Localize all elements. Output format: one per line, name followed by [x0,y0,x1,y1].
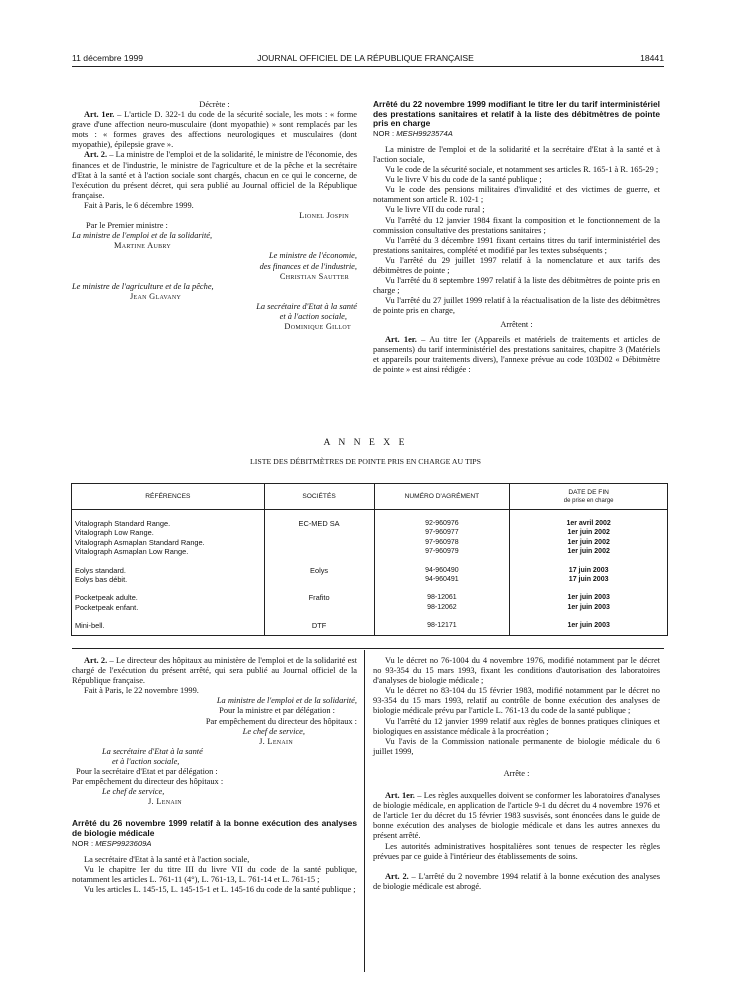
article-2-abrogation-text: Art. 2. – L'arrêté du 2 novembre 1994 relatif à la bonne exécution des analyses de biologie médicale est abrogé. [373,871,661,891]
signature-line-10: Le chef de service, [102,787,165,797]
article-2-text: Art. 2. – La ministre de l'emploi et de la solidarité, le ministre de l'économie, des finances et de l'industrie, le ministre de l'agriculture et de la pêche et la secrétaire d'Etat à la santé et à l'action sociale sont chargés, chacun en ce qui le concerne, de l'exécution du présent décret, qui sera publié au Journal officiel de la République française. [72,150,357,200]
signature-line-8: Pour la secrétaire d'Etat et par délégation : [76,767,218,777]
nor-code-2: MESP9923609A [95,838,152,848]
vu-code-pensions: Vu le code des pensions militaires d'invalidité et des victimes de guerre, et notamment son article R. 102-1 ; [373,185,660,205]
signature-line-7: et à l'action sociale, [112,756,180,766]
col-header-date-fin-line1: DATE DE FIN [568,488,609,496]
vu-articles-l145: Vu les articles L. 145-15, L. 145-15-1 et L. 145-16 du code de la santé publique ; [84,884,356,894]
vu-arrete-12-janvier-1999: Vu l'arrêté du 12 janvier 1999 relatif aux règles de bonnes pratiques cliniques et biologiques en assistance médicale à la procréation ; [373,716,660,736]
vu-decret-76-1004: Vu le décret no 76-1004 du 4 novembre 1976, modifié notamment par le décret no 93-354 du 15 mars 1993, fixant les conditions d'autorisation des laboratoires d'analyses de biologie médicale ; [373,656,660,686]
arrete-26-novembre-title: Arrêté du 26 novembre 1999 relatif à la bonne exécution des analyses de biologie médicale [72,818,357,838]
vu-chapitre-1: Vu le chapitre Ier du titre III du livre VII du code de la santé publique, notamment les articles L. 761-11 (4°), L. 761-13, L. 761-14 et L. 761-15 ; [72,864,357,884]
table-row: Mini-bell. DTF 98-12171 1er juin 2003 [72,621,668,635]
arrete-label: Arrête : [503,768,530,778]
ministre-economie-title-2: des finances et de l'industrie, [259,261,357,271]
par-premier-ministre: Par le Premier ministre : [86,221,168,231]
vu-code-securite-sociale: Vu le code de la sécurité sociale, et notamment ses articles R. 165-1 à R. 165-29 ; [385,165,659,175]
article-1-annexe-text: Art. 1er. – Au titre Ier (Appareils et matériels de traitements et articles de pansements) du tarif interministériel des prestations sanitaires, chapitre 3 (Matériels et appareils pour traitements divers), l'annexe prévue au code 103D02 « Débitmètre de pointe » est ainsi rédigée : [373,334,661,374]
annexe-title: A N N E X E [323,437,408,448]
vu-arrete-1984: Vu l'arrêté du 12 janvier 1984 fixant la composition et le fonctionnement de la commission consultative des prestations sanitaires ; [373,215,660,235]
section-divider-rule [72,648,664,649]
arretent-label: Arrêtent : [500,320,533,330]
table-row: Vitalograph Asmaplan Standard Range. 97-960978 1er juin 2002 [72,538,668,547]
signature-line-9: Par empêchement du directeur des hôpitaux : [72,777,224,787]
ministre-emploi-name: Martine Aubry [114,241,172,251]
annexe-subtitle: LISTE DES DÉBITMÈTRES DE POINTE PRIS EN CHARGE AU TIPS [250,457,481,466]
right-top-column [373,100,660,375]
table-row: Eolys standard. Eolys 94-960490 17 juin 2003 [72,566,668,575]
vu-arrete-8-septembre-1997: Vu l'arrêté du 8 septembre 1997 relatif à la liste des débitmètres de pointe pris en charge ; [373,276,660,296]
ministre-emploi-title: La ministre de l'emploi et de la solidarité, [72,231,213,241]
nor-label-2: NOR : [72,838,94,848]
signature-line-5: J. Lenain [259,736,293,746]
debitmetres-table [71,483,668,636]
secretaire-etat-title-2: et à l'action sociale, [279,311,347,321]
table-row: Eolys bas débit. 94-960491 17 juin 2003 [72,575,668,584]
nor-label: NOR : [373,128,395,138]
left-bottom-column [72,656,357,895]
arrete-22-novembre-title: Arrêté du 22 novembre 1999 modifiant le titre Ier du tarif interministériel des prestations sanitaires et relatif à la liste des débitmètres de pointe pris en charge [373,99,660,129]
vu-livre-v-bis: Vu le livre V bis du code de la santé publique ; [385,175,542,185]
vu-arrete-1991: Vu l'arrêté du 3 décembre 1991 fixant certains titres du tarif interministériel des prestations sanitaires, complété et modifié par les textes subséquents ; [373,235,660,255]
vu-arrete-27-juillet-1999: Vu l'arrêté du 27 juillet 1999 relatif à la réactualisation de la liste des débitmètres de pointe pris en charge, [373,296,660,316]
table-row: Pocketpeak adulte. Frafito 98-12061 1er juin 2003 [72,593,668,602]
table-row: Pocketpeak enfant. 98-12062 1er juin 2003 [72,603,668,612]
autorites-hospitalieres-text: Les autorités administratives hospitalières sont tenues de respecter les règles prévues par ce guide à l'intérieur des établissements de soins. [373,841,660,861]
signature-line-11: J. Lenain [148,797,182,807]
nor-code: MESH9923574A [396,128,453,138]
ministre-economie-title-1: Le ministre de l'économie, [268,251,357,261]
vu-arrete-29-juillet-1997: Vu l'arrêté du 29 juillet 1997 relatif à la nomenclature et aux tarifs des débitmètres de pointe ; [373,255,660,275]
column-divider [364,650,365,972]
article-2-execution-text: Art. 2. – Le directeur des hôpitaux au ministère de l'emploi et de la solidarité est chargé de l'exécution du présent arrêté, qui sera publié au Journal officiel de la République française. [72,656,357,686]
col-header-references: RÉFÉRENCES [72,484,265,510]
preamble-secretaire: La secrétaire d'Etat à la santé et à l'action sociale, [84,854,250,864]
table-row: Vitalograph Asmaplan Low Range. 97-960979 1er juin 2002 [72,547,668,556]
vu-decret-83-104: Vu le décret no 83-104 du 15 février 1983, modifié notamment par le décret no 93-354 du 15 mars 1993, relatif au contrôle de bonne exécution des analyses de biologie médicale prévu par l'article L. 761-13 du code de la santé publique ; [373,686,660,716]
signature-line-2: Pour la ministre et par délégation : [219,706,335,716]
table-row: Vitalograph Standard Range. EC-MED SA 92-960976 1er avril 2002 [72,519,668,528]
ministre-economie-name: Christian Sautter [279,271,349,281]
signature-line-4: Le chef de service, [242,726,305,736]
article-1-text: Art. 1er. – L'article D. 322-1 du code de la sécurité sociale, les mots : « forme grave d'une affection neuro-musculaire (dont myopathie) » sont remplacés par les mots : « formes graves des affections neurologiques et musculaires (dont myopathie), épilepsie grave ». [72,110,357,150]
header-journal-title: JOURNAL OFFICIEL DE LA RÉPUBLIQUE FRANÇAISE [257,53,474,63]
col-header-numero-agrement: NUMÉRO D'AGRÉMENT [374,484,510,510]
header-page-number: 18441 [640,53,664,63]
vu-avis-commission: Vu l'avis de la Commission nationale permanente de biologie médicale du 6 juillet 1999, [373,736,660,756]
header-rule [72,66,664,67]
header-date: 11 décembre 1999 [72,53,144,63]
signature-line-1: La ministre de l'emploi et de la solidarité, [216,696,357,706]
signing-place-date: Fait à Paris, le 6 décembre 1999. [84,200,194,210]
preamble-ministers: La ministre de l'emploi et de la solidarité et la secrétaire d'Etat à la santé et à l'action sociale, [373,144,660,164]
table-row: Vitalograph Low Range. 97-960977 1er juin 2002 [72,528,668,537]
nor-reference-2 [72,839,357,849]
col-header-date-fin-line2: de prise en charge [563,497,614,504]
signing-place-date-2: Fait à Paris, le 22 novembre 1999. [84,686,199,696]
signature-line-3: Par empêchement du directeur des hôpitaux : [205,716,357,726]
col-header-date-fin [510,484,668,510]
signer-name: Lionel Jospin [299,211,349,221]
right-bottom-column [373,656,660,892]
ministre-agriculture-title: Le ministre de l'agriculture et de la pêche, [72,281,214,291]
article-1-regles-text: Art. 1er. – Les règles auxquelles doivent se conformer les laboratoires d'analyses de biologie médicale, en application de l'article 9-1 du décret du 4 novembre 1976 et de l'article 1er du décret du 15 février 1983 susvisés, sont énoncées dans le guide de bonne exécution des analyses de biologie médicale et dans les autres annexes du présent arrêté. [373,791,660,841]
table-header-row [72,484,668,510]
nor-reference [373,129,660,139]
left-top-column [72,100,357,332]
col-header-societes: SOCIÉTÉS [264,484,374,510]
secretaire-etat-title-1: La secrétaire d'Etat à la santé [256,301,357,311]
secretaire-etat-name: Dominique Gillot [284,322,351,332]
ministre-agriculture-name: Jean Glavany [130,291,182,301]
vu-livre-vii: Vu le livre VII du code rural ; [385,205,485,215]
decrete-label: Décrète : [199,100,230,109]
signature-line-6: La secrétaire d'Etat à la santé [102,746,203,756]
